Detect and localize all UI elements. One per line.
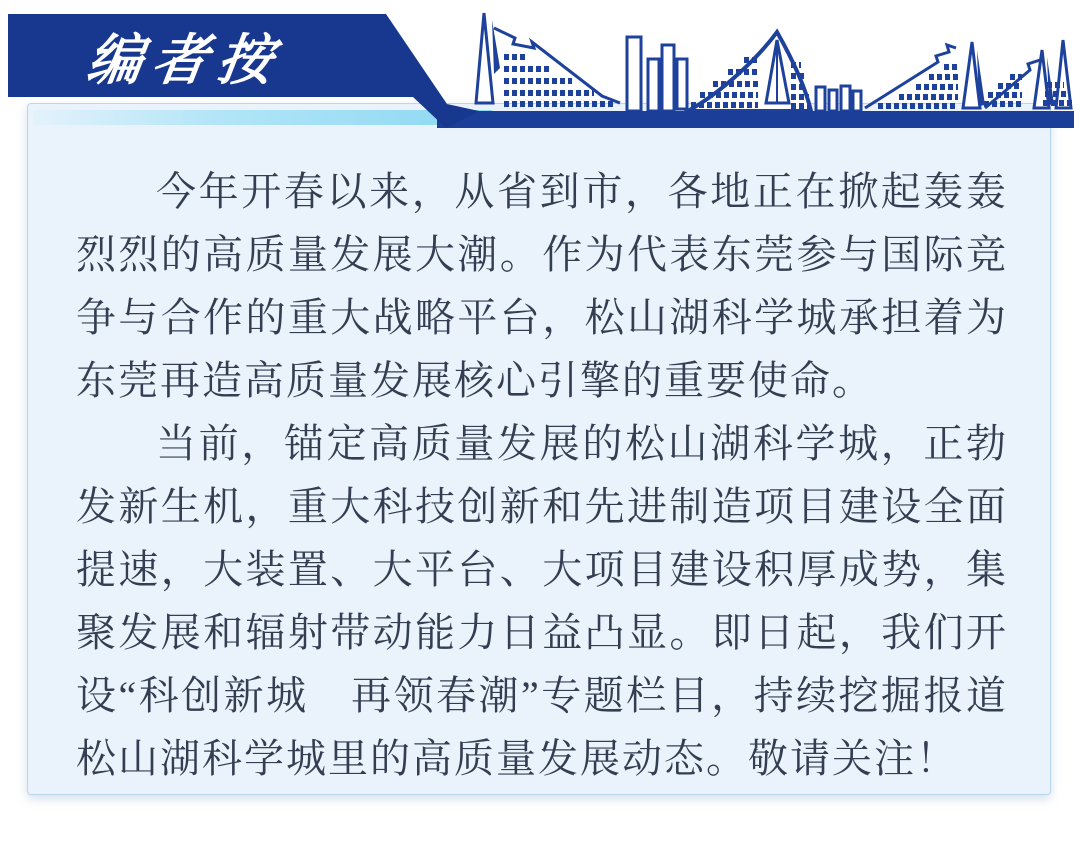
editor-note-text (28, 104, 1050, 794)
banner-title: 编者按 (83, 29, 287, 91)
editor-note-paragraph-1: 今年开春以来，从省到市，各地正在掀起轰轰烈烈的高质量发展大潮。作为代表东莞参与国际竞争与合作的重大战略平台，松山湖科学城承担着为东莞再造高质量发展核心引擎的重要使命。 (76, 169, 1008, 403)
ground-bar (437, 111, 1074, 128)
editor-note-paragraph-2: 当前，锚定高质量发展的松山湖科学城，正勃发新生机，重大科技创新和先进制造项目建设全面提速，大装置、大平台、大项目建设积厚成势，集聚发展和辐射带动能力日益凸显。即日起，我们开设“科创新城 再领春潮”专题栏目，持续挖掘报道松山湖科学城里的高质量发展动态。敬请关注！ (76, 421, 1008, 781)
editor-note-card (27, 103, 1051, 795)
city-skyline-icon (476, 13, 1074, 111)
